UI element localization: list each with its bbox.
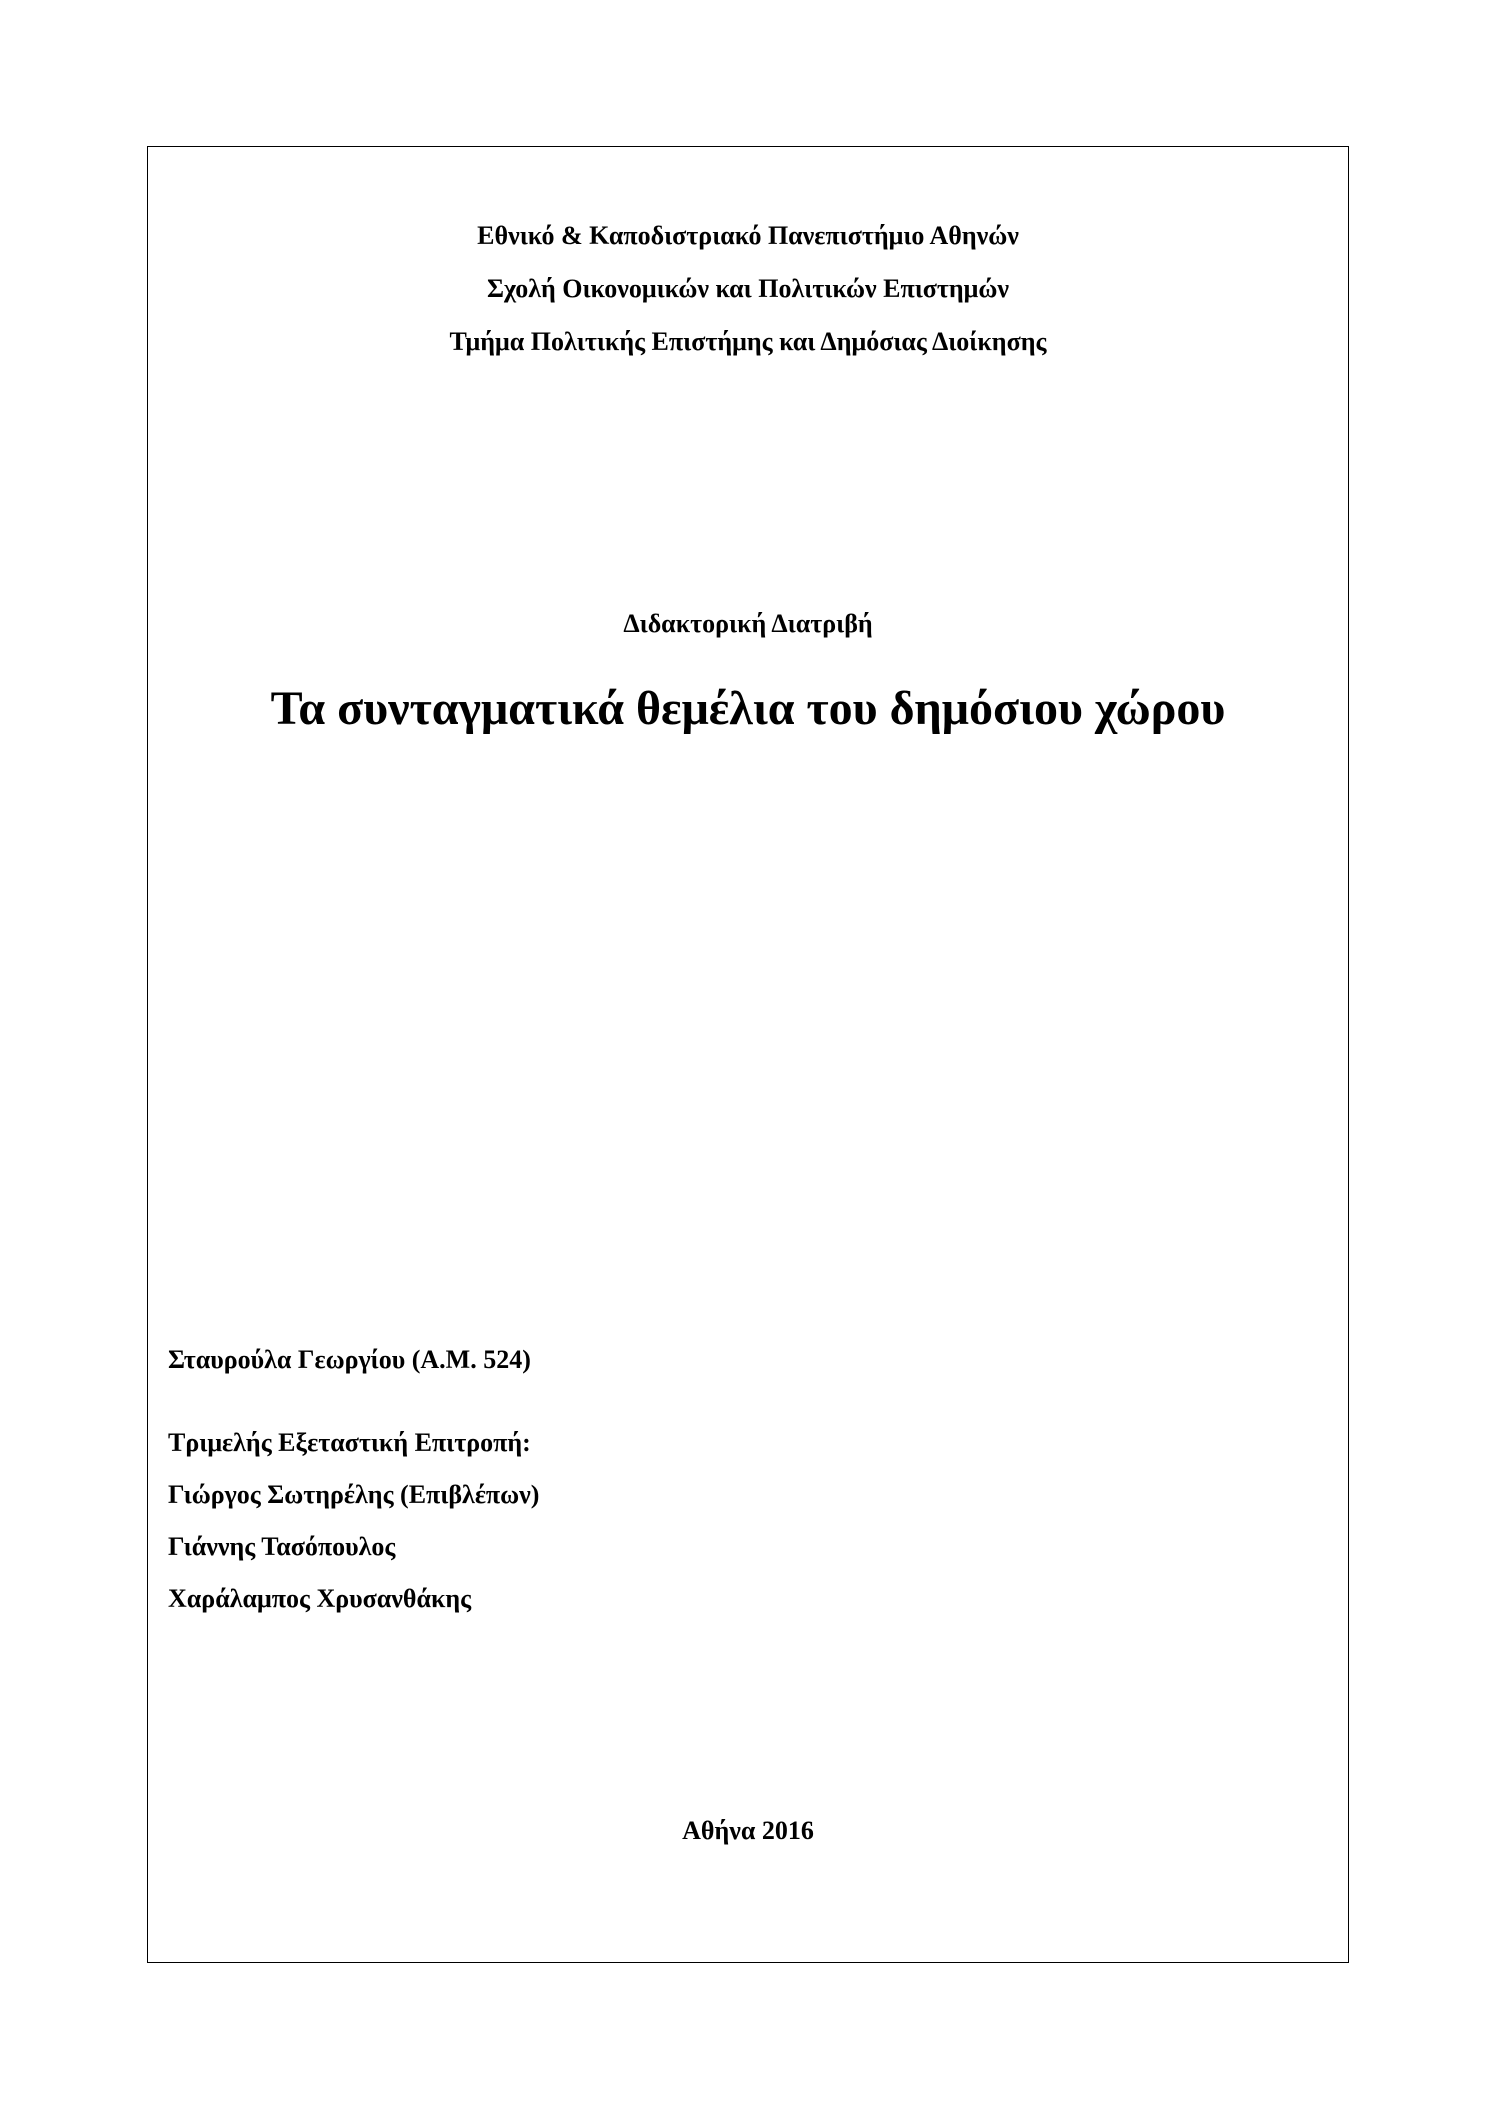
committee-block [168, 1417, 539, 1625]
school-name: Σχολή Οικονομικών και Πολιτικών Επιστημών [486, 274, 1010, 303]
university-name: Εθνικό & Καποδιστριακό Πανεπιστήμιο Αθηνών [477, 221, 1019, 250]
cover-page-frame [147, 146, 1349, 1963]
thesis-title: Τα συνταγματικά θεμέλια του δημόσιου χώρου [270, 682, 1226, 735]
thesis-type: Διδακτορική Διατριβή [623, 609, 873, 638]
committee-member-supervisor: Γιώργος Σωτηρέλης (Επιβλέπων) [168, 1480, 540, 1509]
committee-member: Χαράλαμπος Χρυσανθάκης [168, 1584, 472, 1613]
place-date: Αθήνα 2016 [682, 1816, 814, 1845]
institution-block [148, 209, 1348, 368]
author-name: Σταυρούλα Γεωργίου (Α.Μ. 524) [168, 1345, 531, 1374]
committee-member: Γιάννης Τασόπουλος [168, 1532, 396, 1561]
department-name: Τμήμα Πολιτικής Επιστήμης και Δημόσιας Διοίκησης [449, 327, 1047, 356]
committee-heading: Τριμελής Εξεταστική Επιτροπή: [168, 1428, 531, 1457]
